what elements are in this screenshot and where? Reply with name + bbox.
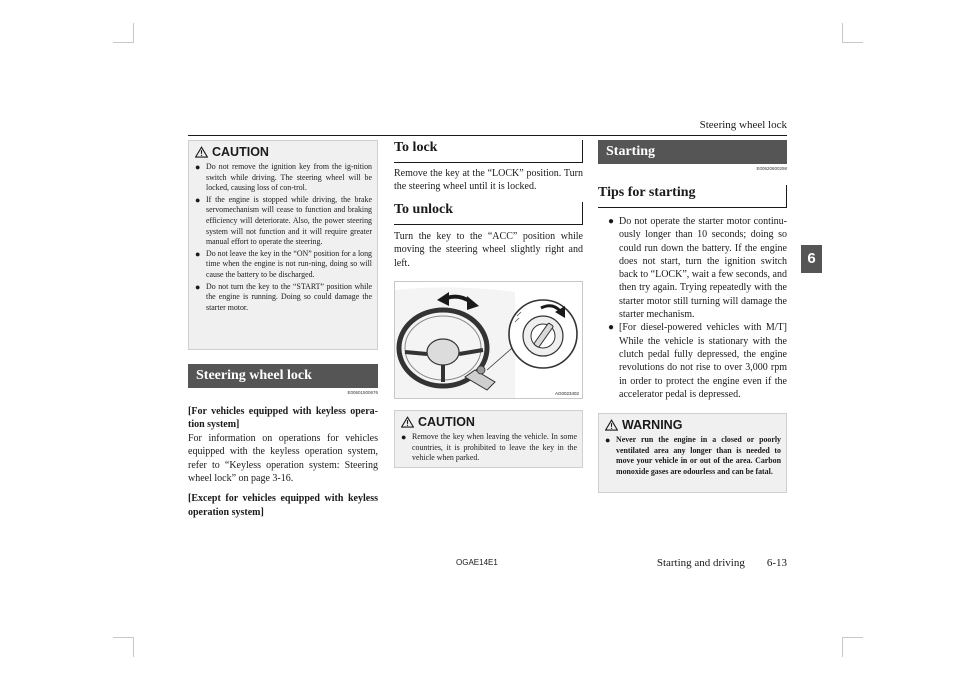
bullet-icon: ●	[195, 248, 201, 259]
left-column	[188, 140, 378, 519]
running-head: Steering wheel lock	[699, 119, 787, 131]
right-column	[598, 140, 787, 493]
to-unlock-text: Turn the key to the “ACC” position while moving the steering wheel slightly right and left.	[394, 230, 583, 269]
crop-mark	[133, 637, 134, 657]
warning-triangle-icon	[605, 419, 618, 431]
to-unlock-heading: To unlock	[394, 202, 583, 225]
caution-title: CAUTION	[212, 145, 269, 159]
caution-item: ● Do not turn the key to the “START” position while the engine is running. Doing so could damage the starter motor.	[195, 281, 372, 312]
crop-mark	[842, 23, 843, 43]
caution-item: ● Do not remove the ignition key from the ig-nition switch while driving. The steering wheel will be locked, causing loss of con-trol.	[195, 162, 372, 193]
caution-title: CAUTION	[418, 415, 475, 430]
warning-heading	[605, 418, 781, 432]
middle-column	[394, 140, 583, 468]
section-code: E00620600298	[756, 166, 787, 171]
crop-mark	[113, 637, 133, 638]
caution-item: ● Do not leave the key in the “ON” position for a long time when the engine is not run-ning, doing so will cause the battery to be discharged.	[195, 248, 372, 279]
bullet-icon: ●	[608, 216, 615, 227]
bullet-icon: ●	[195, 162, 201, 172]
warning-triangle-icon	[401, 416, 414, 428]
steering-wheel-figure	[394, 281, 583, 399]
section-banner-starting: Starting	[598, 140, 787, 164]
caution-item: ● If the engine is stopped while driving, the brake servomechanism will cease to function and braking efficiency will deteriorate. Also, the power steering system will not function and it will require greater manual effort to operate the steering.	[195, 194, 372, 247]
caution-heading	[195, 145, 372, 159]
bullet-icon: ●	[195, 281, 201, 292]
tip-item: ● Do not operate the starter motor continu-ously longer than 10 seconds; doing so could run down the battery. If the engine does not start, turn the ignition switch back to “LOCK”, wait a few seconds, and then try again. Trying repeatedly with the starter motor still turning will damage the starter mechanism.	[608, 216, 787, 321]
caution-heading	[401, 415, 577, 429]
section-code: E00601500676	[347, 390, 378, 395]
tips-heading: Tips for starting	[598, 185, 787, 208]
crop-mark	[133, 23, 134, 43]
crop-mark	[113, 42, 133, 43]
to-lock-text: Remove the key at the “LOCK” position. Turn the steering wheel until it is locked.	[394, 168, 583, 193]
bullet-icon: ●	[401, 432, 407, 443]
figure-code: AG0023402	[554, 391, 579, 397]
caution-box	[394, 410, 583, 468]
tips-list	[598, 215, 787, 401]
warning-title: WARNING	[622, 418, 683, 433]
keyless-paragraph: For information on operations for vehicles equipped with the keyless operation system, refer to “Keyless operation system: Steering wheel lock” on page 3-16.	[188, 432, 378, 485]
tip-item: ● [For diesel-powered vehicles with M/T] While the vehicle is stationary with the clutch pedal fully depressed, the engine revolutions do not rise to over 3,000 rpm in order to protect the engine even if the accelerator pedal is depressed.	[608, 322, 787, 400]
to-lock-heading: To lock	[394, 140, 583, 163]
section-banner-steering-wheel-lock: Steering wheel lock	[188, 364, 378, 388]
warning-item: ● Never run the engine in a closed or poorly ventilated area any longer than is needed to move your vehicle in or out of the area. Carbon monoxide gases are odourless and can be fatal.	[605, 435, 781, 476]
footer	[657, 557, 787, 569]
crop-mark	[843, 42, 863, 43]
chapter-tab: 6	[801, 245, 822, 273]
bullet-icon: ●	[195, 194, 201, 205]
caution-item: ● Remove the key when leaving the vehicle. In some countries, it is prohibited to leave the key in the vehicle when parked.	[401, 432, 577, 463]
footer-section: Starting and driving	[656, 557, 745, 569]
bullet-icon: ●	[608, 322, 615, 334]
page-number: 6-13	[766, 557, 787, 569]
non-keyless-heading: [Except for vehicles equipped with keyless operation system]	[188, 493, 378, 518]
keyless-heading: [For vehicles equipped with keyless opera-tion system]	[188, 406, 378, 431]
crop-mark	[843, 637, 863, 638]
warning-box	[598, 413, 787, 493]
steering-wheel-illustration	[395, 282, 582, 398]
bullet-icon: ●	[605, 435, 611, 446]
crop-mark	[842, 637, 843, 657]
header-rule	[188, 135, 787, 136]
warning-triangle-icon	[195, 146, 208, 158]
caution-box	[188, 140, 378, 350]
footer-code: OGAE14E1	[456, 558, 498, 567]
